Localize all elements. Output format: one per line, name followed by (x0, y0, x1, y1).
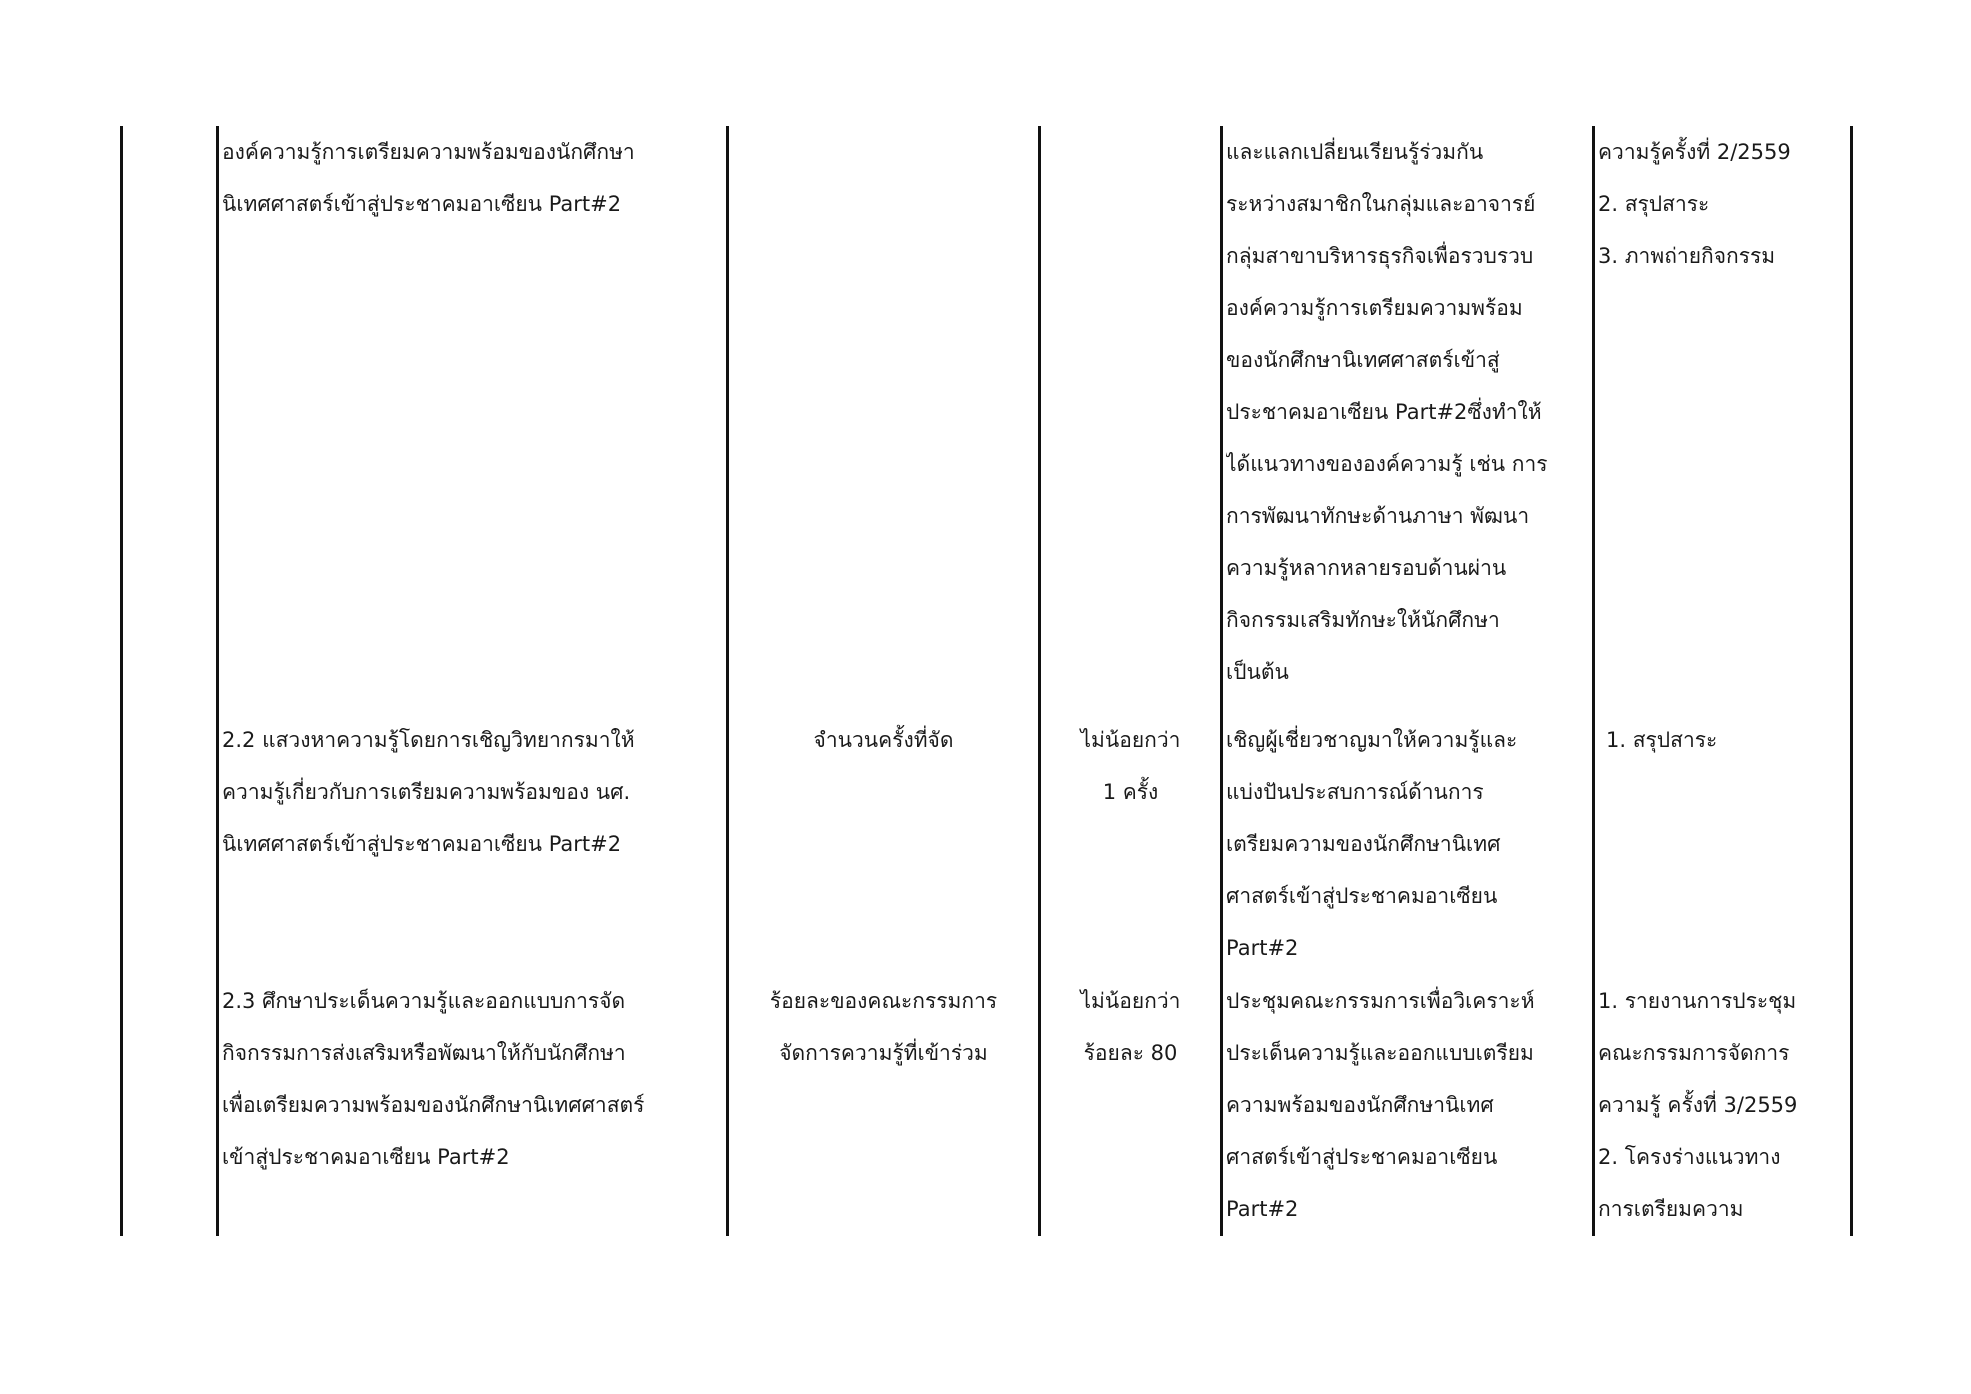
text-line: 2.3 ศึกษาประเด็นความรู้และออกแบบการจัด (222, 989, 626, 1013)
text-line: 1. สรุปสาระ (1606, 728, 1718, 752)
text-line: เป็นต้น (1226, 660, 1289, 684)
text-line: จัดการความรู้ที่เข้าร่วม (779, 1041, 988, 1065)
evidence-cell-2-3 (1598, 975, 1797, 1235)
text-line: 2. สรุปสาระ (1598, 192, 1710, 216)
text-line: 2.2 แสวงหาความรู้โดยการเชิญวิทยากรมาให้ (222, 728, 635, 752)
text-line: Part#2 (1226, 936, 1299, 960)
text-line: ความรู้ครั้งที่ 2/2559 (1598, 140, 1791, 164)
text-line: 1. รายงานการประชุม (1598, 989, 1797, 1013)
text-line: เตรียมความของนักศึกษานิเทศ (1226, 832, 1501, 856)
text-line: ความรู้ ครั้งที่ 3/2559 (1598, 1093, 1798, 1117)
text-line: เข้าสู่ประชาคมอาเซียน Part#2 (222, 1145, 510, 1169)
text-line: ศาสตร์เข้าสู่ประชาคมอาเซียน (1226, 884, 1498, 908)
activity-cell-continued (222, 126, 635, 230)
method-cell-2-2 (1226, 714, 1517, 974)
text-line: องค์ความรู้การเตรียมความพร้อม (1226, 296, 1523, 320)
text-line: แบ่งปันประสบการณ์ด้านการ (1226, 780, 1484, 804)
text-line: กิจกรรมเสริมทักษะให้นักศึกษา (1226, 608, 1500, 632)
text-line: ความพร้อมของนักศึกษานิเทศ (1226, 1093, 1494, 1117)
text-line: การพัฒนาทักษะด้านภาษา พัฒนา (1226, 504, 1530, 528)
text-line: คณะกรรมการจัดการ (1598, 1041, 1790, 1065)
text-line: 2. โครงร่างแนวทาง (1598, 1145, 1781, 1169)
target-cell-2-3 (1041, 975, 1220, 1079)
indicator-cell-2-3 (729, 975, 1038, 1079)
text-line: ร้อยละ 80 (1083, 1041, 1178, 1065)
evidence-cell-continued (1598, 126, 1791, 282)
indicator-cell-2-2 (729, 714, 1038, 766)
activity-cell-2-2 (222, 714, 635, 870)
text-line: นิเทศศาสตร์เข้าสู่ประชาคมอาเซียน Part#2 (222, 192, 622, 216)
text-line: จำนวนครั้งที่จัด (813, 728, 954, 752)
text-line: ศาสตร์เข้าสู่ประชาคมอาเซียน (1226, 1145, 1498, 1169)
text-line: ระหว่างสมาชิกในกลุ่มและอาจารย์ (1226, 192, 1536, 216)
text-line: 1 ครั้ง (1102, 780, 1159, 804)
evidence-cell-2-2 (1606, 714, 1717, 766)
column-divider-4 (1220, 126, 1223, 1236)
text-line: การเตรียมความ (1598, 1197, 1744, 1221)
text-line: เชิญผู้เชี่ยวชาญมาให้ความรู้และ (1226, 728, 1518, 752)
text-line: ของนักศึกษานิเทศศาสตร์เข้าสู่ (1226, 348, 1500, 372)
text-line: ร้อยละของคณะกรรมการ (769, 989, 998, 1013)
method-cell-2-3 (1226, 975, 1535, 1235)
table-border-right (1850, 126, 1853, 1236)
target-cell-2-2 (1041, 714, 1220, 818)
text-line: องค์ความรู้การเตรียมความพร้อมของนักศึกษา (222, 140, 635, 164)
text-line: เพื่อเตรียมความพร้อมของนักศึกษานิเทศศาสตร์ (222, 1093, 645, 1117)
column-divider-1 (216, 126, 219, 1236)
method-cell-continued (1226, 126, 1588, 698)
text-line: ความรู้เกี่ยวกับการเตรียมความพร้อมของ นศ. (222, 780, 631, 804)
text-line: ประชุมคณะกรรมการเพื่อวิเคราะห์ (1226, 989, 1535, 1013)
text-line: และแลกเปลี่ยนเรียนรู้ร่วมกัน (1226, 140, 1484, 164)
text-line: ประเด็นความรู้และออกแบบเตรียม (1226, 1041, 1534, 1065)
activity-cell-2-3 (222, 975, 644, 1183)
text-line: 3. ภาพถ่ายกิจกรรม (1598, 244, 1776, 268)
text-line: ไม่น้อยกว่า (1080, 728, 1181, 752)
text-line: นิเทศศาสตร์เข้าสู่ประชาคมอาเซียน Part#2 (222, 832, 622, 856)
text-line: ประชาคมอาเซียน Part#2ซึ่งทำให้ (1226, 400, 1542, 424)
text-line: ไม่น้อยกว่า (1080, 989, 1181, 1013)
text-line: ความรู้หลากหลายรอบด้านผ่าน (1226, 556, 1507, 580)
column-divider-5 (1592, 126, 1595, 1236)
text-line: กลุ่มสาขาบริหารธุรกิจเพื่อรวบรวบ (1226, 244, 1534, 268)
text-line: กิจกรรมการส่งเสริมหรือพัฒนาให้กับนักศึกษา (222, 1041, 626, 1065)
table-border-left (120, 126, 123, 1236)
text-line: ได้แนวทางขององค์ความรู้ เช่น การ (1226, 452, 1548, 476)
text-line: Part#2 (1226, 1197, 1299, 1221)
